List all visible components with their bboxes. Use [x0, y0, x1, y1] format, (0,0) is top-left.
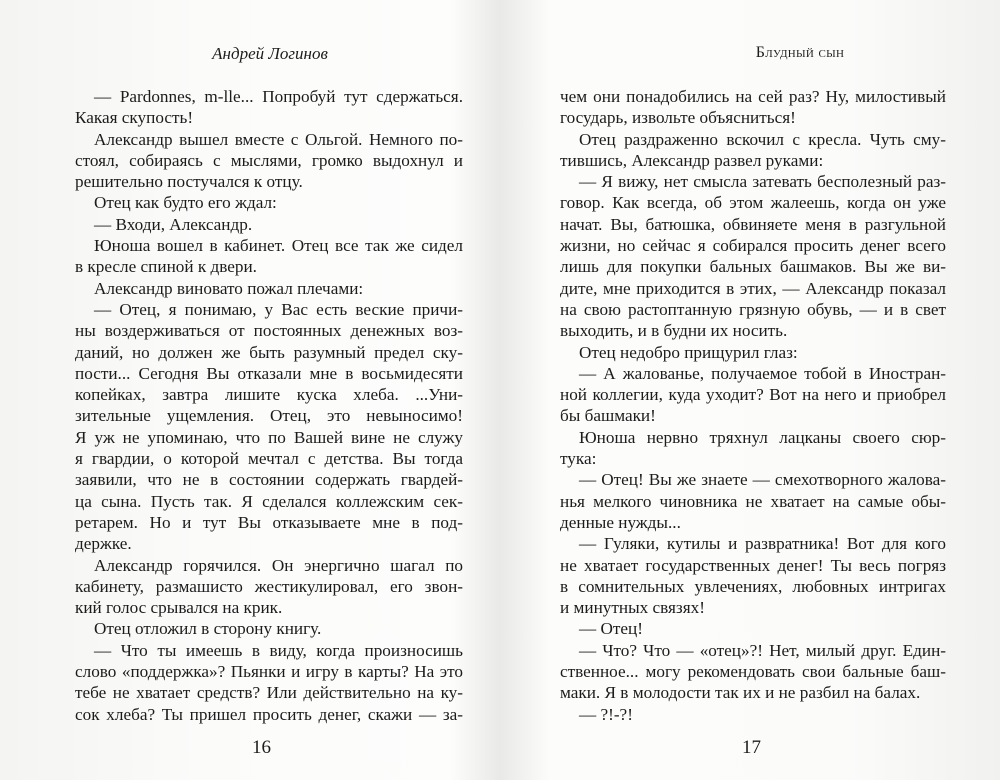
text-line: заявили, что не в состоянии содержать гвардей- — [75, 470, 463, 490]
text-line: дите, мне приходится в этих, — Александр показал — [560, 278, 946, 298]
text-line: — Отец, я понимаю, у Вас есть веские причи- — [94, 299, 463, 319]
text-line: пости... Сегодня Вы отказали мне в восьмидесяти — [75, 363, 463, 383]
text-line: слово «поддержка»? Пьянки и игру в карты? На это — [75, 662, 463, 682]
text-line: решительно постучался к отцу. — [75, 172, 303, 192]
text-line: — Гуляки, кутилы и развратника! Вот для кого — [579, 534, 946, 554]
text-line: на свою растоптанную грязную обувь, — и в свет — [560, 299, 946, 319]
text-line: не хватает государственных денег! Ты весь погряз — [560, 555, 946, 575]
text-line: стоял, собираясь с мыслями, громко выдохнул и — [75, 150, 463, 170]
text-line: Юноша нервно тряхнул лацканы своего сюр- — [579, 427, 946, 447]
text-line: Я уж не упоминаю, что по Вашей вине не служу — [75, 427, 463, 447]
text-line: нья мелкого чиновника не хватает на самые обы- — [560, 491, 946, 511]
text-line: я гвардии, о которой мечтал с детства. Вы тогда — [75, 449, 463, 469]
text-line: Отец недобро прищурил глаз: — [579, 342, 798, 362]
page-number-right: 17 — [742, 737, 761, 758]
text-line: кий голос срывался на крик. — [75, 598, 283, 618]
text-line: тебе не хватает средств? Или действительно на ку- — [75, 683, 463, 703]
text-line: Отец как будто его ждал: — [94, 193, 277, 213]
text-line: лишь для покупки бальных башмаков. Вы же ви- — [560, 257, 946, 277]
text-line: — Входи, Александр. — [94, 214, 253, 234]
text-line: сок хлеба? Ты пришел просить денег, скажи — за- — [75, 704, 463, 724]
page-number-left: 16 — [252, 737, 271, 758]
text-line: Отец раздраженно вскочил с кресла. Чуть сму- — [579, 129, 946, 149]
right-page-text — [560, 86, 946, 725]
text-line: копейках, завтра лишите куска хлеба. ...Уни- — [75, 385, 463, 405]
text-line: ны воздерживаться от постоянных денежных воз- — [75, 321, 463, 341]
running-header-title: Блудный сын — [755, 44, 845, 61]
text-line: — ?!-?! — [579, 704, 633, 724]
text-line: — Что ты имеешь в виду, когда произносишь — [94, 640, 463, 660]
text-line: начат. Вы, батюшка, обвиняете меня в разгульной — [560, 214, 946, 234]
text-line: — Я вижу, нет смысла затевать бесполезный раз- — [579, 172, 946, 192]
running-header-author: Андрей Логинов — [212, 44, 328, 63]
text-line: денные нужды... — [560, 512, 681, 532]
text-line: Отец отложил в сторону книгу. — [94, 619, 322, 639]
text-line: выходить, и в будни их носить. — [560, 321, 788, 341]
text-line: — Pardonnes, m-lle... Попробуй тут сдержаться. — [94, 87, 463, 106]
text-line: в кресле спиной к двери. — [75, 257, 257, 277]
left-page-text — [75, 86, 463, 725]
text-line: маки. Я в молодости так их и не разбил на балах. — [560, 683, 921, 703]
text-line: Какая скупость! — [75, 108, 194, 128]
text-line: держке. — [75, 534, 132, 554]
text-line: ретарем. Но и тут Вы отказываете мне в под- — [75, 512, 463, 532]
text-line: жизни, но сейчас я собирался просить денег всего — [560, 236, 946, 256]
text-line: ственное... могу рекомендовать свои бальные баш- — [560, 662, 946, 682]
text-line: Александр виновато пожал плечами: — [94, 278, 364, 298]
text-line: зительные ущемления. Отец, это невыносимо! — [75, 406, 463, 426]
text-line: в сомнительных увлечениях, любовных интригах — [560, 576, 946, 596]
text-line: — Что? Что — «отец»?! Нет, милый друг. Един- — [579, 640, 946, 660]
text-line: государь, извольте объясниться! — [560, 108, 796, 128]
text-line: ца сына. Пусть так. Я сделался коллежским сек- — [75, 491, 463, 511]
text-line: чем они понадобились на сей раз? Ну, милостивый — [560, 87, 946, 106]
text-line: тившись, Александр развел руками: — [560, 150, 824, 170]
text-line: Юноша вошел в кабинет. Отец все так же сидел — [94, 236, 463, 256]
text-line: Александр вышел вместе с Ольгой. Немного по- — [94, 129, 463, 149]
text-line: и минутных связях! — [560, 598, 705, 618]
text-line: тука: — [560, 449, 597, 469]
text-line: говор. Как всегда, об этом жалеешь, когда он уже — [560, 193, 946, 213]
text-line: — Отец! — [579, 619, 643, 639]
text-line: ной коллегии, куда уходит? Вот на него и приобрел — [560, 385, 946, 405]
text-line: даний, но должен же быть разумный предел ску- — [75, 342, 463, 362]
text-line: Александр горячился. Он энергично шагал по — [94, 555, 463, 575]
text-line: — А жалованье, получаемое тобой в Иностран- — [579, 363, 946, 383]
text-line: бы башмаки! — [560, 406, 656, 426]
text-line: кабинету, размашисто жестикулировал, его звон- — [75, 576, 463, 596]
text-line: — Отец! Вы же знаете — смехотворного жалова- — [579, 470, 946, 490]
